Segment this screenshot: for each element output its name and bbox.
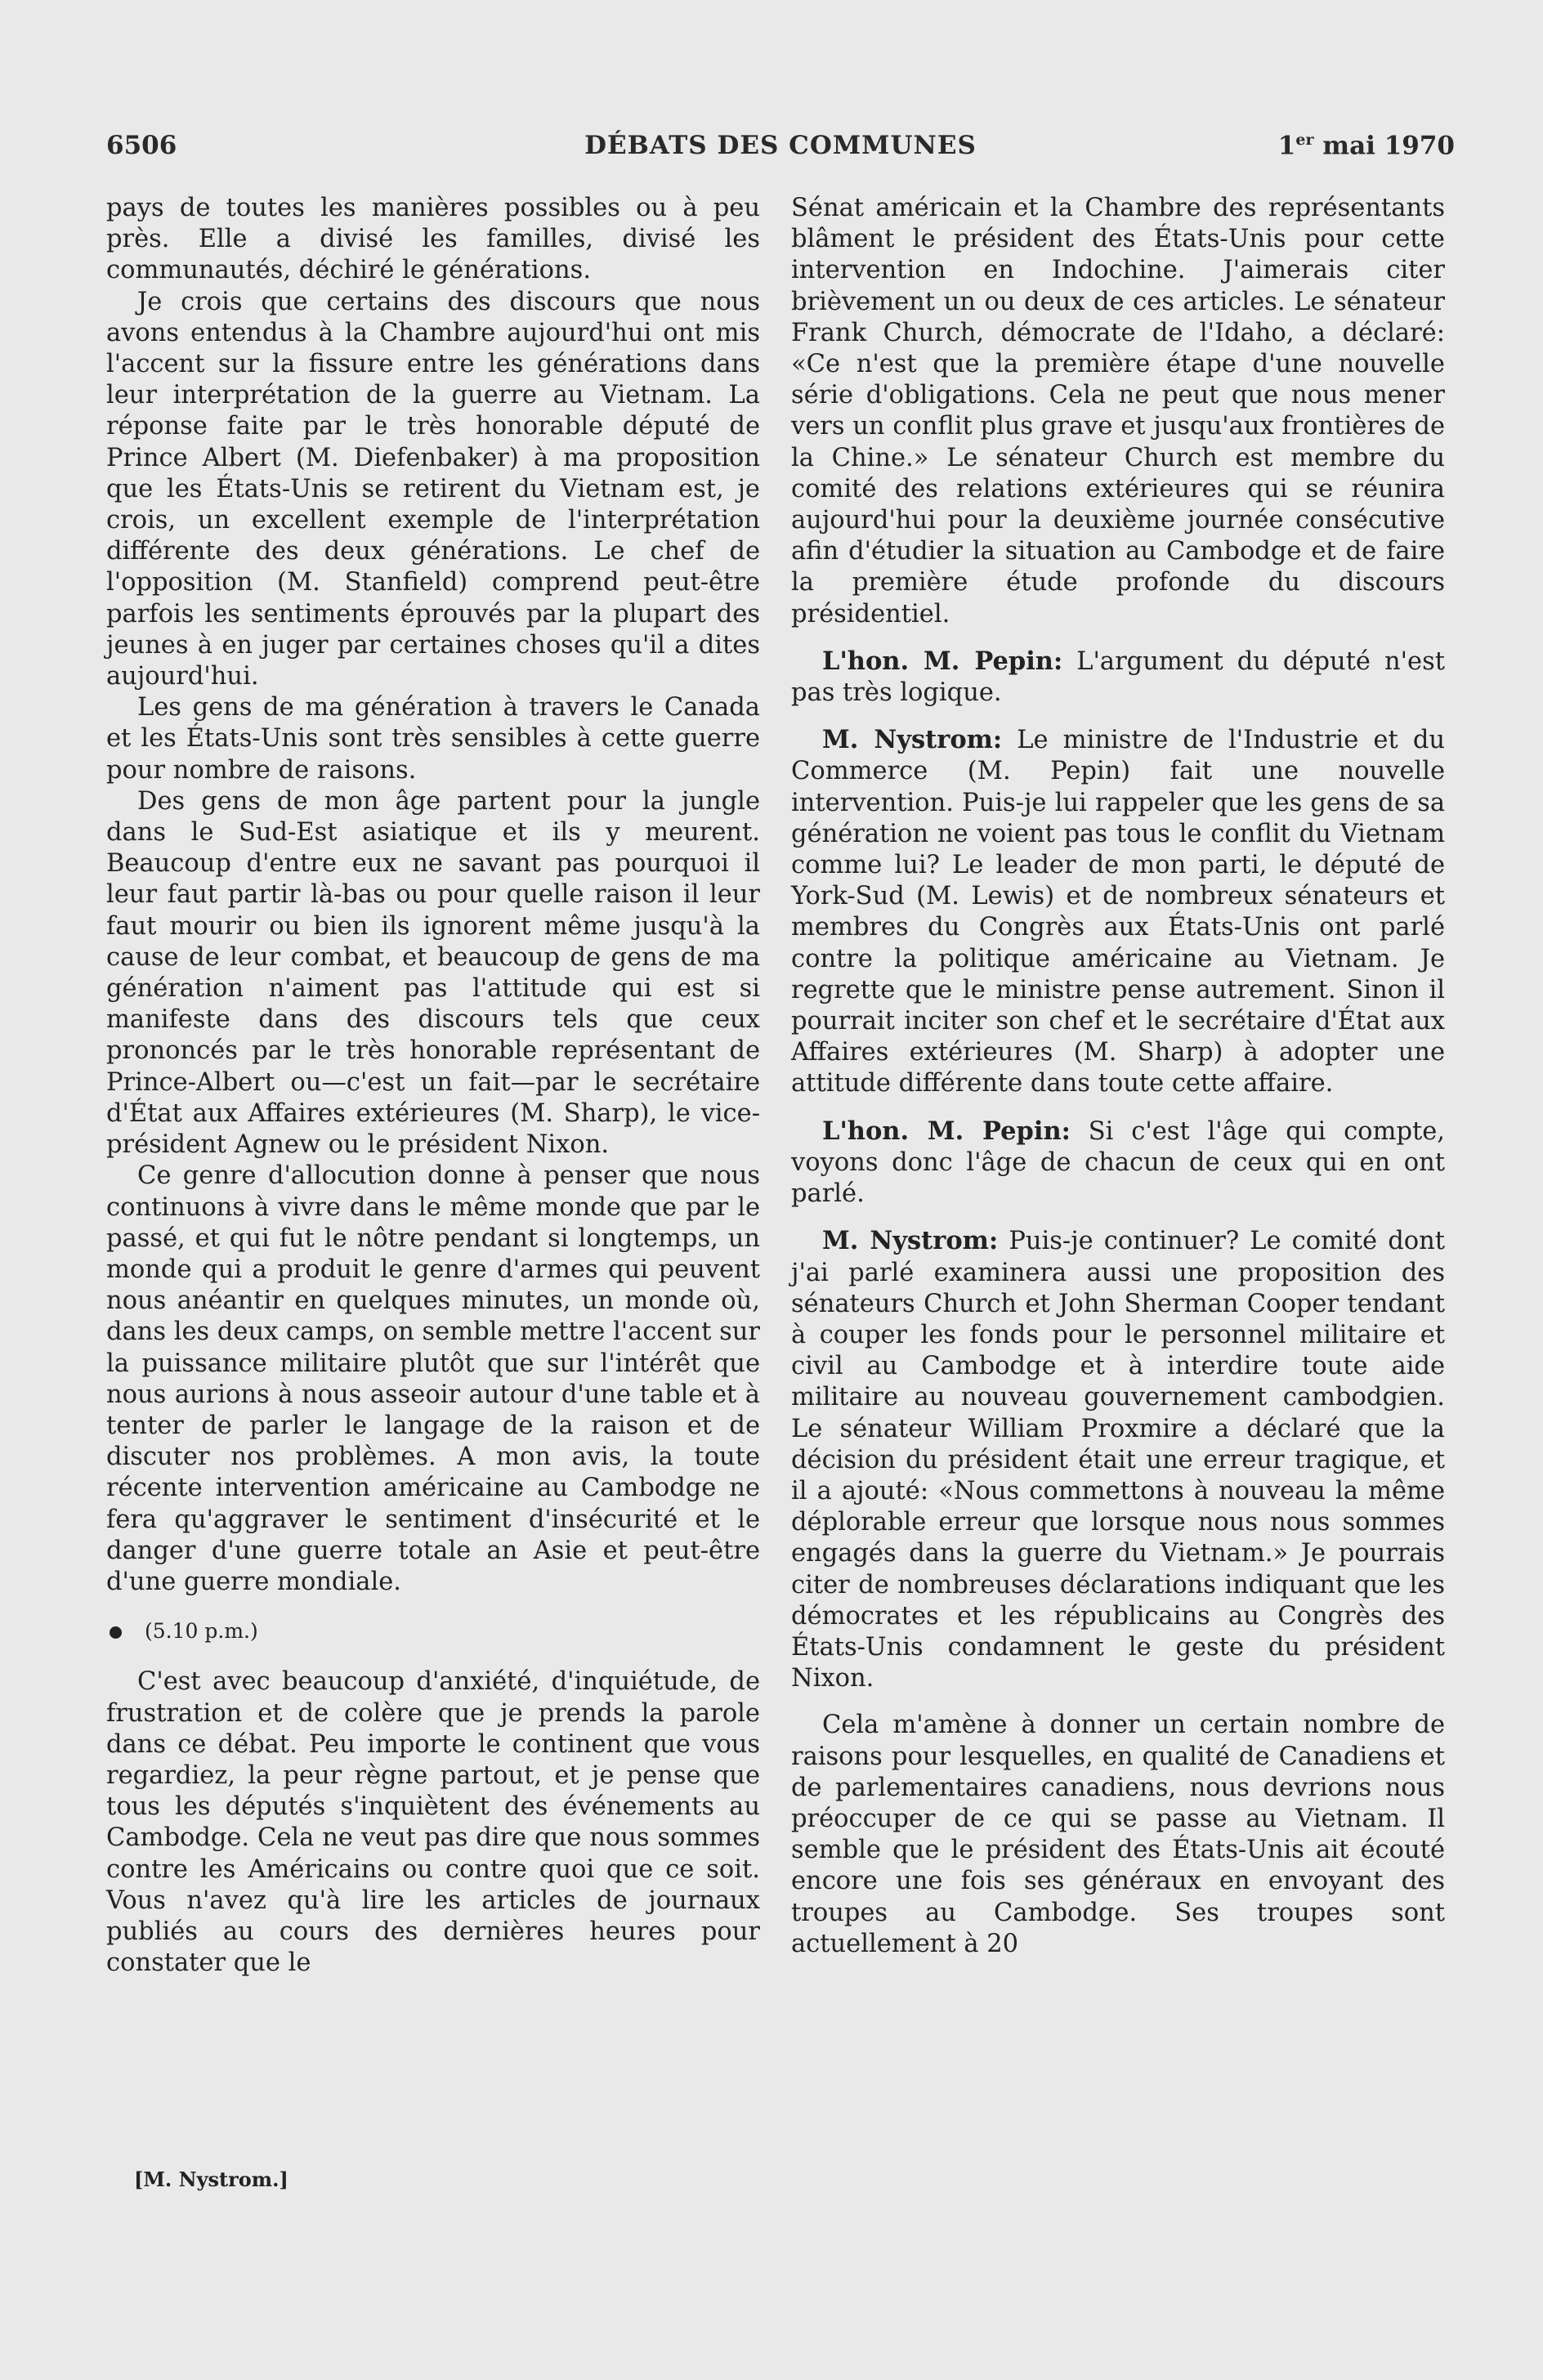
paragraph: Cela m'amène à donner un certain nombre de raisons pour lesquelles, en qualité de Canadiens et de parlementaires canadiens, nous devrions nous préoccuper de ce qui se passe au Vietnam. Il semble que le président des États-Unis ait écouté encore une fois ses généraux en envoyant des troupes au Cambodge. Ses troupes sont actuellement à 20 (791, 1711, 1445, 1958)
speaker-name: M. Nystrom: (822, 1226, 999, 1256)
speech-text: L'argument du député n'est pas très logique. (791, 646, 1445, 708)
paragraph: Ce genre d'allocution donne à penser que nous continuons à vivre dans le même monde que par le passé, et qui fut le nôtre pendant si longtemps, un monde qui a produit le genre d'armes qui peuvent nous anéantir en quelques minutes, un monde où, dans les deux camps, on semble mettre l'accent sur la puissance militaire plutôt que sur l'intérêt que nous aurions à nous asseoir autour d'une table et à tenter de parler le langage de la raison et de discuter nos problèmes. A mon avis, la toute récente intervention américaine au Cambodge ne fera qu'aggraver le sentiment d'insécurité et le danger d'une guerre totale an Asie et peut-être d'une guerre mondiale. (106, 1161, 760, 1596)
speech (791, 1225, 1445, 1694)
speaker-name: M. Nystrom: (822, 725, 1003, 755)
date-suffix: er (1295, 131, 1314, 149)
speech (791, 1116, 1445, 1210)
paragraph: C'est avec beaucoup d'anxiété, d'inquiétude, de frustration et de colère que je prends la parole dans ce débat. Peu importe le continent que vous regardiez, la peur règne partout, et je pense que tous les députés s'inquiètent des événements au Cambodge. Cela ne veut pas dire que nous sommes contre les Américains ou contre quoi que ce soit. Vous n'avez qu'à lire les articles de journaux publiés au cours des dernières heures pour constater que le (106, 1667, 760, 1978)
bullet-icon (110, 1626, 122, 1639)
running-header (106, 131, 1455, 167)
date-rest: mai 1970 (1313, 131, 1455, 161)
speaker-name: L'hon. M. Pepin: (822, 646, 1063, 676)
paragraph: pays de toutes les manières possibles ou à peu près. Elle a divisé les familles, divisé les communautés, déchiré le générations. (106, 194, 760, 285)
speech (791, 646, 1445, 709)
header-date (1278, 131, 1455, 160)
speaker-footer: [M. Nystrom.] (134, 2168, 288, 2191)
paragraph: Les gens de ma génération à travers le Canada et les États-Unis sont très sensibles à cette guerre pour nombre de raisons. (106, 693, 760, 785)
speaker-name: L'hon. M. Pepin: (822, 1116, 1071, 1146)
page-number: 6506 (106, 131, 177, 160)
timestamp-text: (5.10 p.m.) (145, 1619, 258, 1644)
speech-text: Si c'est l'âge qui compte, voyons donc l'âge de chacun de ceux qui en ont parlé. (791, 1116, 1445, 1209)
publication-title: DÉBATS DES COMMUNES (584, 131, 977, 160)
speech-text: Puis-je continuer? Le comité dont j'ai parlé examinera aussi une proposition des sénateurs Church et John Sherman Cooper tendant à couper les fonds pour le personnel militaire et civil au Cambodge et à interdire toute aide militaire au nouveau gouvernement cambodgien. Le sénateur William Proxmire a déclaré que la décision du président était une erreur tragique, et il a ajouté: «Nous commettons à nouveau la même déplorable erreur que lorsque nous nous sommes engagés dans la guerre du Vietnam.» Je pourrais citer de nombreuses déclarations indiquant que les démocrates et les républicains au Congrès des États-Unis condamnent le geste du président Nixon. (791, 1227, 1445, 1693)
paragraph: Des gens de mon âge partent pour la jungle dans le Sud-Est asiatique et ils y meurent. Beaucoup d'entre eux ne savant pas pourquoi il leur faut partir là-bas ou pour quelle raison il leur faut mourir ou bien ils ignorent même jusqu'à la cause de leur combat, et beaucoup de gens de ma génération n'aiment pas l'attitude qui est si manifeste dans des discours tels que ceux prononcés par le très honorable représentant de Prince-Albert ou—c'est un fait—par le secrétaire d'État aux Affaires extérieures (M. Sharp), le vice-président Agnew ou le président Nixon. (106, 786, 760, 1160)
left-column (106, 193, 760, 1979)
paragraph: Je crois que certains des discours que nous avons entendus à la Chambre aujourd'hui ont mis l'accent sur la fissure entre les générations dans leur interprétation de la guerre au Vietnam. La réponse faite par le très honorable député de Prince Albert (M. Diefenbaker) à ma proposition que les États-Unis se retirent du Vietnam est, je crois, un excellent exemple de l'interprétation différente des deux générations. Le chef de l'opposition (M. Stanfield) comprend peut-être parfois les sentiments éprouvés par la plupart des jeunes à en juger par certaines choses qu'il a dites aujourd'hui. (106, 287, 760, 691)
right-column (791, 193, 1445, 1960)
speech (791, 724, 1445, 1099)
date-day: 1 (1277, 131, 1296, 161)
time-marker (106, 1616, 760, 1647)
paragraph: Sénat américain et la Chambre des représentants blâment le président des États-Unis pour cette intervention en Indochine. J'aimerais citer brièvement un ou deux de ces articles. Le sénateur Frank Church, démocrate de l'Idaho, a déclaré: «Ce n'est que la première étape d'une nouvelle série d'obligations. Cela ne peut que nous mener vers un conflit plus grave et jusqu'aux frontières de la Chine.» Le sénateur Church est membre du comité des relations extérieures qui se réunira aujourd'hui pour la deuxième journée consécutive afin d'étudier la situation au Cambodge et de faire la première étude profonde du discours présidentiel. (791, 194, 1445, 629)
speech-text: Le ministre de l'Industrie et du Commerce (M. Pepin) fait une nouvelle intervention. Puis-je lui rappeler que les gens de sa génération ne voient pas tous le conflit du Vietnam comme lui? Le leader de mon parti, le député de York-Sud (M. Lewis) et de nombreux sénateurs et membres du Congrès aux États-Unis ont parlé contre la politique américaine au Vietnam. Je regrette que le ministre pense autrement. Sinon il pourrait inciter son chef et le secrétaire d'État aux Affaires extérieures (M. Sharp) à adopter une attitude différente dans toute cette affaire. (791, 726, 1445, 1098)
